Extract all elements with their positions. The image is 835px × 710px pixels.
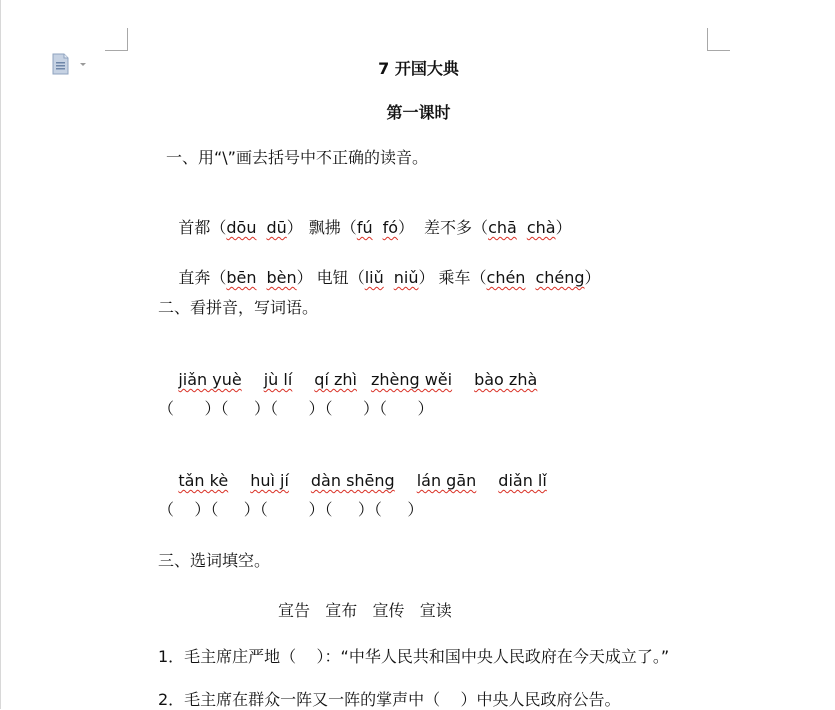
bracket-close: ）: [555, 218, 572, 237]
word-choices: 宣告 宣布 宣传 宣读: [278, 601, 452, 620]
pinyin-word: bào zhà: [474, 370, 538, 389]
crop-mark-top-right: [707, 28, 730, 51]
pinyin-option: bèn: [266, 268, 297, 287]
pinyin-word: jù lí: [263, 370, 293, 389]
bracket-close: ）: [398, 218, 415, 237]
answer-brackets-row-1: （ ）（ ）（ ）（ ）（ ）: [158, 399, 434, 418]
pinyin-word: qí zhì: [314, 370, 357, 389]
pinyin-word: zhèng wěi: [370, 370, 453, 389]
question-1: 1．毛主席庄严地（ ）：“中华人民共和国中央人民政府在今天成立了。”: [158, 647, 670, 666]
pinyin-word: dàn shēng: [310, 471, 395, 490]
pinyin-option: dōu: [226, 218, 257, 237]
bracket-open: （: [348, 268, 365, 287]
pinyin-option: dū: [266, 218, 287, 237]
pinyin-option: chén: [486, 268, 526, 287]
pinyin-option: chà: [526, 218, 556, 237]
bracket-open: （: [340, 218, 357, 237]
pinyin-word: jiǎn yuè: [178, 370, 242, 389]
bracket-open: （: [472, 218, 489, 237]
word: 飘拂: [308, 218, 341, 237]
pinyin-option: fú: [356, 218, 373, 237]
word: 差不多: [424, 218, 473, 237]
bracket-close: ）: [584, 268, 601, 287]
pinyin-option: niǔ: [393, 268, 419, 287]
answer-brackets-row-2: （ ）（ ）（ ）（ ）（ ）: [158, 500, 424, 519]
bracket-close: ）: [286, 218, 303, 237]
bracket-close: ）: [418, 268, 435, 287]
section-3-heading: 三、选词填空。: [158, 551, 271, 570]
page-subtitle: 第一课时: [386, 103, 451, 122]
page-title: 7 开国大典: [378, 59, 459, 78]
pinyin-word: huì jí: [250, 471, 289, 490]
pinyin-option: chā: [488, 218, 517, 237]
section-1-heading: 一、用“\”画去括号中不正确的读音。: [166, 148, 428, 167]
word: 乘车: [438, 268, 471, 287]
bracket-close: ）: [296, 268, 313, 287]
word: 首都: [178, 218, 211, 237]
pinyin-option: liǔ: [364, 268, 384, 287]
bracket-open: （: [210, 268, 227, 287]
bracket-open: （: [210, 218, 227, 237]
pinyin-word: lán gān: [416, 471, 477, 490]
bracket-open: （: [470, 268, 487, 287]
crop-mark-top-left: [105, 28, 128, 51]
section-2-heading: 二、看拼音，写词语。: [158, 298, 319, 317]
word: 直奔: [178, 268, 211, 287]
word: 电钮: [316, 268, 349, 287]
question-2: 2．毛主席在群众一阵又一阵的掌声中（ ）中央人民政府公告。: [158, 690, 621, 709]
pinyin-option: bēn: [226, 268, 257, 287]
pinyin-word: tǎn kè: [178, 471, 229, 490]
pinyin-word: diǎn lǐ: [498, 471, 547, 490]
pinyin-option: chéng: [535, 268, 585, 287]
pinyin-option: fó: [382, 218, 399, 237]
